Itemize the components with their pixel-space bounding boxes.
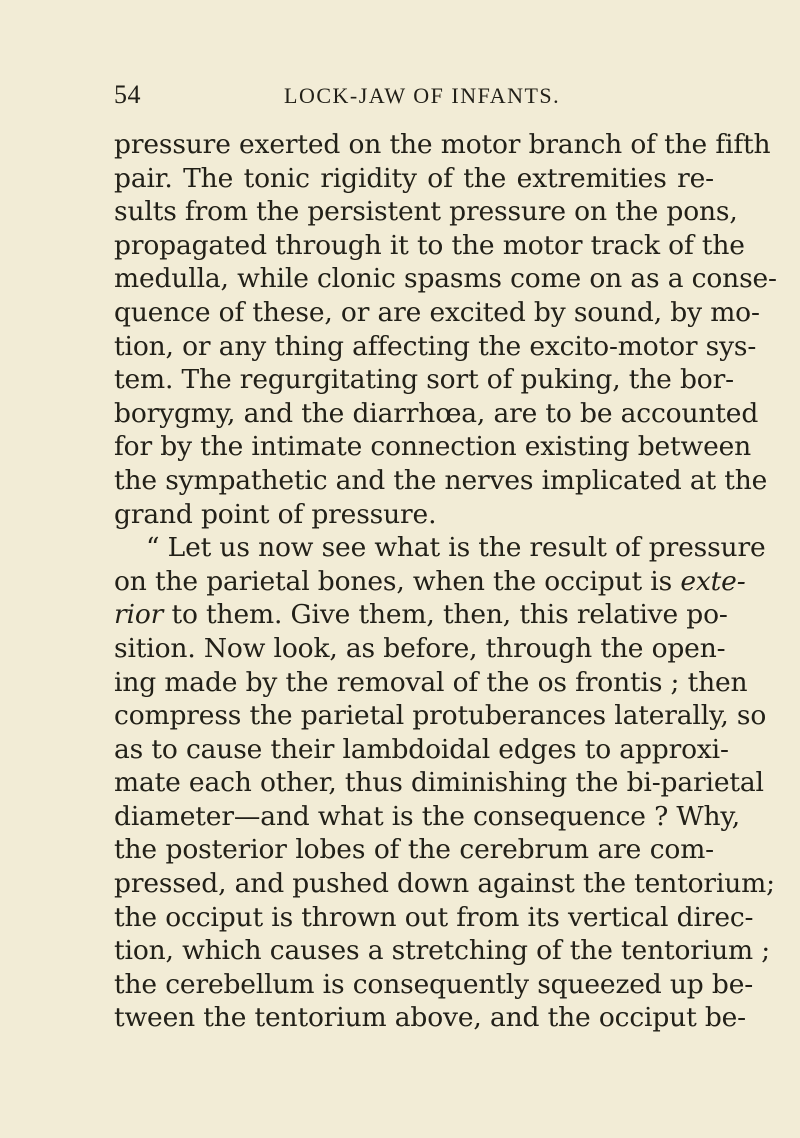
text-line: sition. Now look, as before, through the open- (114, 632, 726, 664)
text-line: the posterior lobes of the cerebrum are com- (114, 834, 714, 866)
text-segment: on the parietal bones, when the occiput is (114, 565, 681, 597)
text-line: the occiput is thrown out from its vertical direc- (114, 901, 754, 933)
text-line: borygmy, and the diarrhœa, are to be accounted (114, 397, 759, 429)
body-text (114, 128, 777, 1035)
text-line (114, 598, 728, 632)
text-line: quence of these, or are excited by sound, by mo- (114, 296, 760, 328)
paragraph-1 (114, 128, 777, 531)
text-line (114, 565, 746, 599)
paragraph-2 (114, 531, 775, 1035)
text-line: medulla, while clonic spasms come on as a conse- (114, 263, 777, 295)
page-header (114, 80, 714, 116)
running-head: LOCK-JAW OF INFANTS. (284, 83, 561, 108)
text-line: tion, which causes a stretching of the tentorium ; (114, 935, 771, 967)
text-line: pressed, and pushed down against the tentorium; (114, 868, 775, 900)
text-line: the sympathetic and the nerves implicated at the (114, 464, 768, 496)
text-line: sults from the persistent pressure on the pons, (114, 196, 738, 228)
text-line: for by the intimate connection existing between (114, 431, 752, 463)
italic-text: rior (114, 599, 164, 631)
page-number: 54 (114, 80, 141, 109)
text-line: pressure exerted on the motor branch of the fifth (114, 129, 771, 160)
text-line: propagated through it to the motor track of the (114, 229, 745, 261)
italic-text: exte- (680, 565, 746, 597)
text-segment: to them. Give them, then, this relative po- (163, 599, 728, 631)
text-line: tion, or any thing affecting the excito-motor sys- (114, 330, 757, 362)
text-line: tween the tentorium above, and the occiput be- (114, 1002, 746, 1034)
text-line: mate each other, thus diminishing the bi-parietal (114, 767, 764, 799)
text-line: grand point of pressure. (114, 498, 437, 530)
text-line: tem. The regurgitating sort of puking, the bor- (114, 364, 734, 396)
text-line: compress the parietal protuberances laterally, so (114, 700, 767, 732)
text-line: ing made by the removal of the os frontis ; then (114, 666, 748, 698)
text-line: as to cause their lambdoidal edges to approxi- (114, 733, 729, 765)
text-line: “ Let us now see what is the result of pressure (146, 532, 766, 564)
text-line: the cerebellum is consequently squeezed up be- (114, 968, 754, 1000)
text-line: pair. The tonic rigidity of the extremities re- (114, 162, 714, 194)
text-line: diameter—and what is the consequence ? Why, (114, 800, 740, 832)
